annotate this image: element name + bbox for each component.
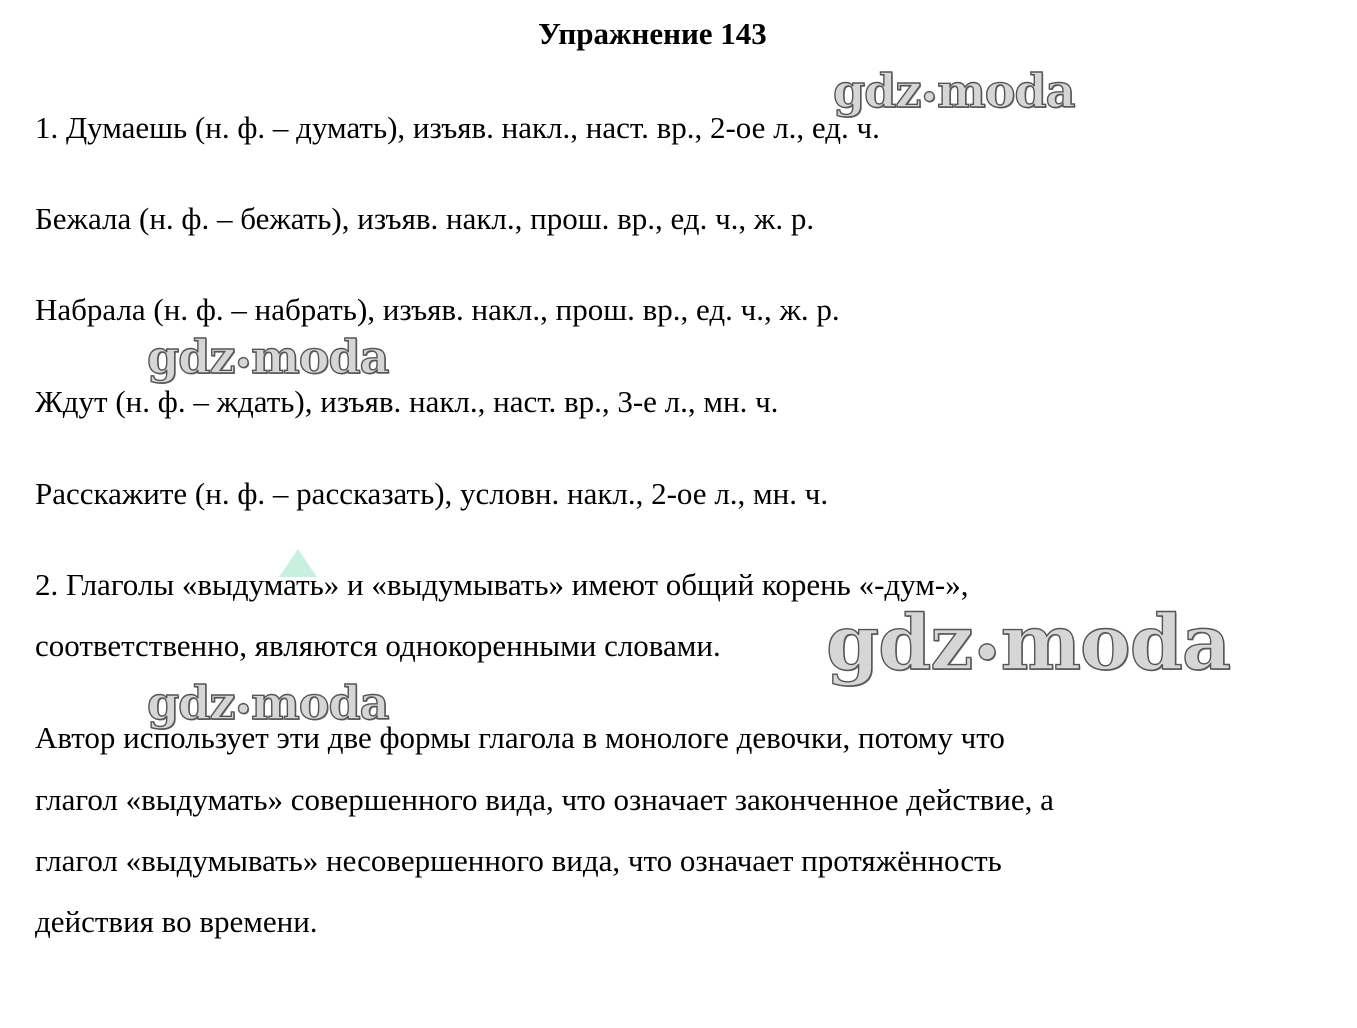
watermark-logo: gdz•moda [833,64,1075,118]
answer-line-7: соответственно, являются однокоренными словами. [35,628,721,663]
answer-line-2: Бежала (н. ф. – бежать), изъяв. накл., прош. вр., ед. ч., ж. р. [35,201,815,236]
answer-line-5: Расскажите (н. ф. – рассказать), условн. накл., 2-ое л., мн. ч. [35,476,829,511]
watermark-logo: gdz•moda [147,676,389,730]
answer-line-1: 1. Думаешь (н. ф. – думать), изъяв. накл., наст. вр., 2-ое л., ед. ч. [35,110,880,145]
answer-line-3: Набрала (н. ф. – набрать), изъяв. накл., прош. вр., ед. ч., ж. р. [35,292,840,327]
triangle-decoration [279,549,317,577]
answer-line-6: 2. Глаголы «выдумать» и «выдумывать» имеют общий корень «-дум-», [35,567,969,602]
watermark-logo: gdz•moda [147,330,389,384]
answer-line-4: Ждут (н. ф. – ждать), изъяв. накл., наст. вр., 3-е л., мн. ч. [35,384,779,419]
exercise-title: Упражнение 143 [538,16,767,51]
watermark-logo: gdz•moda [826,598,1231,687]
answer-line-10: глагол «выдумывать» несовершенного вида, что означает протяжённость [35,843,1002,878]
answer-line-9: глагол «выдумать» совершенного вида, что означает законченное действие, а [35,782,1054,817]
answer-line-11: действия во времени. [35,904,318,939]
answer-line-8: Автор использует эти две формы глагола в монологе девочки, потому что [35,720,1005,755]
